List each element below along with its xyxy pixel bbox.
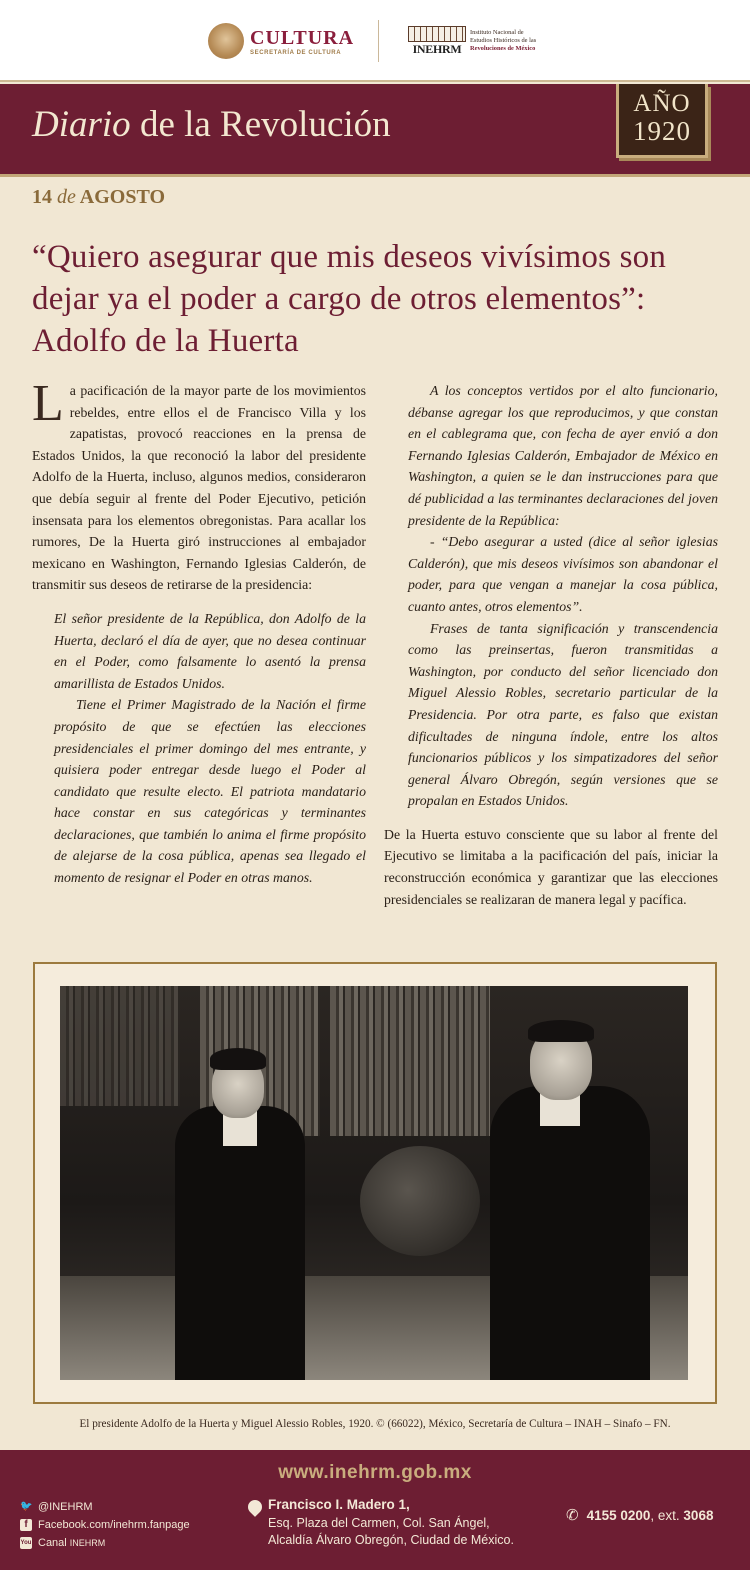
quote-paragraph: Frases de tanta significación y transcendencia como las preinsertas, fueron transmitidas a Washington, por conducto del señor licenciado don Miguel Alessio Robles, secretario particular de la Presidencia. Por otra parte, es falso que existan dificultades de ninguna índole, entre los altos funcionarios públicos y los simpatizadores del señor general Álvaro Obregón, según versiones que se propalan en Estados Unidos.: [408, 620, 718, 809]
facebook-url: Facebook.com/inehrm.fanpage: [38, 1519, 190, 1531]
inehrm-desc-line-1: Instituto Nacional de: [470, 29, 524, 36]
intro-paragraph: La pacificación de la mayor parte de los movimientos rebeldes, entre ellos el de Francisco Villa y los zapatistas, provocó reacciones en la prensa de Estados Unidos, la que reconoció la labor del presidente Adolfo de la Huerta, incluso, algunos medios, consideraron que debía seguir al frente del Poder Ejecutivo, petición insensata para los elementos obregonistas. Para acallar los rumores, De la Huerta giró instrucciones al embajador mexicano en Washington, Fernando Iglesias Calderón, de transmitir sus deseos de retirarse de la presidencia:: [32, 375, 366, 593]
historical-photo: [60, 986, 688, 1380]
youtube-icon: You: [20, 1537, 32, 1549]
twitter-link[interactable]: [20, 1498, 190, 1516]
twitter-icon: 🐦: [20, 1501, 33, 1512]
address-block: [248, 1496, 514, 1550]
photo-caption: El presidente Adolfo de la Huerta y Miguel Alessio Robles, 1920. © (66022), México, Secretaría de Cultura – INAH – Sinafo – FN.: [79, 1418, 671, 1430]
twitter-handle: @INEHRM: [38, 1501, 93, 1513]
masthead-title: Diario de la Revolución: [32, 104, 391, 145]
inehrm-desc-line-3: Revoluciones de México: [470, 45, 536, 52]
youtube-link[interactable]: [20, 1534, 190, 1552]
website-link[interactable]: www.inehrm.gob.mx: [278, 1462, 472, 1483]
address-line-3: Alcaldía Álvaro Obregón, Ciudad de México.: [268, 1533, 514, 1547]
quote-paragraph: El señor presidente de la República, don Adolfo de la Huerta, declaró el día de ayer, que no desea continuar en el Poder, como falsamente lo asentó la prensa amarillista de Estados Unidos.: [54, 610, 366, 691]
drop-cap: L: [32, 375, 64, 432]
header-logos: [0, 0, 750, 82]
inehrm-logo-text: INEHRM: [412, 42, 462, 56]
inehrm-building-icon: [408, 26, 466, 42]
inehrm-description: [470, 29, 550, 53]
phone-contact[interactable]: ✆ 4155 0200, ext. 3068: [566, 1507, 714, 1524]
cultura-seal-icon: [208, 23, 244, 59]
cultura-logo-text: CULTURA: [250, 27, 355, 49]
youtube-channel: Canal INEHRM: [38, 1537, 106, 1549]
cultura-logo-subtitle: SECRETARÍA DE CULTURA: [250, 50, 342, 56]
phone-icon: ✆: [566, 1507, 579, 1524]
facebook-icon: f: [20, 1519, 32, 1531]
social-links: [20, 1498, 190, 1552]
masthead-rule: [0, 174, 750, 177]
quote-paragraph: - “Debo asegurar a usted (dice al señor iglesias Calderón), que mis deseos vivísimos son abandonar el poder, para que vengan a manejar la cosa pública, cuanto antes, otros elementos”.: [408, 534, 718, 614]
article-column-left: [32, 375, 366, 889]
article-headline: “Quiero asegurar que mis deseos vivísimos son dejar ya el poder a cargo de otros elementos”: Adolfo de la Huerta: [32, 239, 667, 359]
article-date: 14 de AGOSTO: [32, 186, 166, 208]
facebook-link[interactable]: [20, 1516, 190, 1534]
location-pin-icon: [245, 1497, 265, 1517]
closing-paragraph: De la Huerta estuvo consciente que su labor al frente del Ejecutivo se limitaba a la pacificación del país, iniciar la reconstrucción económica y garantizar que las elecciones presidenciales se realizaran de manera legal y pacífica.: [384, 826, 718, 907]
inehrm-desc-line-2: Estudios Históricos de las: [470, 37, 537, 44]
article-column-right: [384, 380, 718, 910]
quote-paragraph: A los conceptos vertidos por el alto funcionario, débanse agregar los que reproducimos, y que constan en el cablegrama que, con fecha de ayer envió a don Fernando Iglesias Calderón, Embajador de México en Washington, a quien se le dan instrucciones para que dé publicidad a las terminantes declaraciones del joven presidente de la República:: [408, 383, 718, 528]
year-label: AÑO: [633, 90, 691, 117]
logo-divider: [378, 20, 379, 62]
address-line-1: Francisco I. Madero 1,: [268, 1497, 410, 1512]
address-line-2: Esq. Plaza del Carmen, Col. San Ángel,: [268, 1515, 490, 1530]
year-value: 1920: [633, 116, 691, 146]
quote-paragraph: Tiene el Primer Magistrado de la Nación el firme propósito de que se efectúen las elecciones presidenciales el primer domingo del mes entrante, y quisiera poder entregar desde luego el Poder al candidato que resulte electo. El patriota mandatario hace constar en sus categóricas y terminantes declaraciones, que también lo anima el firme propósito de alejarse de la cosa pública, apenas sea llegado el momento de resignar el Poder en otras manos.: [54, 697, 366, 886]
year-badge: [616, 84, 708, 158]
